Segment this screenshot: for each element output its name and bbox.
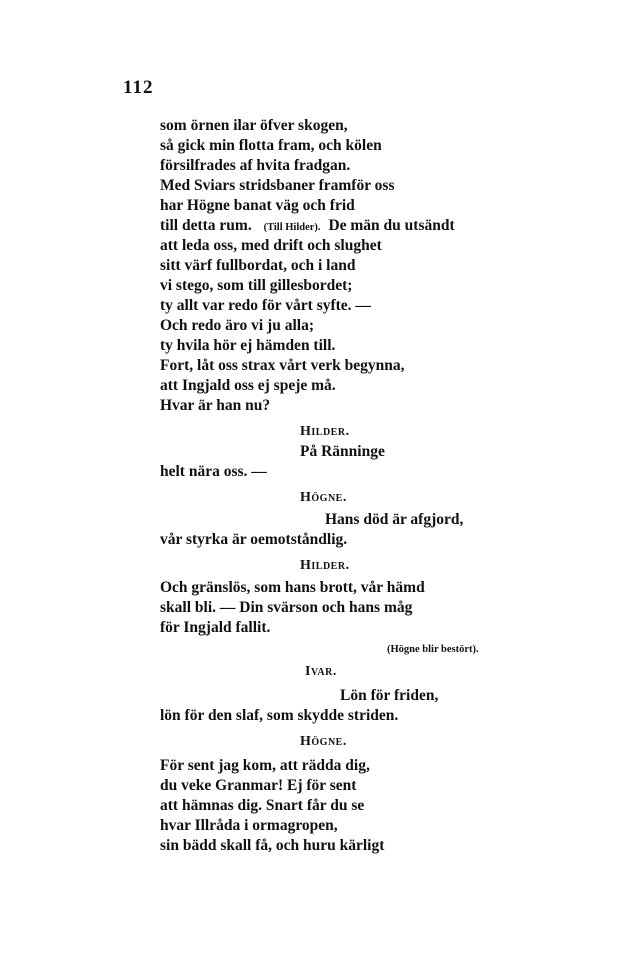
verse-line: Hans död är afgjord,	[325, 511, 464, 528]
verse-line: ty allt var redo för vårt syfte. —	[160, 297, 371, 314]
verse-line: sin bädd skall få, och huru kärligt	[160, 837, 385, 854]
verse-line: att Ingjald oss ej speje må.	[160, 377, 336, 394]
verse-line: Med Sviars stridsbaner framför oss	[160, 177, 395, 194]
verse-line: du veke Granmar! Ej för sent	[160, 777, 357, 794]
verse-line: vi stego, som till gillesbordet;	[160, 277, 353, 294]
stage-direction: (Till Hilder).	[263, 222, 321, 233]
verse-line: har Högne banat väg och frid	[160, 197, 355, 214]
verse-line: Och gränslös, som hans brott, vår hämd	[160, 579, 425, 596]
speaker-name: Hilder.	[300, 558, 350, 573]
verse-line: ty hvila hör ej hämden till.	[160, 337, 336, 354]
speaker-name: Ivar.	[305, 664, 337, 679]
page-number: 112	[123, 77, 154, 98]
verse-line: Hvar är han nu?	[160, 397, 271, 414]
verse-line	[160, 216, 455, 238]
verse-line: hvar Illråda i ormagropen,	[160, 817, 338, 834]
stage-direction: (Högne blir bestört).	[387, 644, 479, 655]
verse-line: för Ingjald fallit.	[160, 619, 271, 636]
verse-line: lön för den slaf, som skydde striden.	[160, 707, 399, 724]
verse-line: skall bli. — Din svärson och hans måg	[160, 599, 413, 616]
verse-line: att hämnas dig. Snart får du se	[160, 797, 365, 814]
verse-line: På Ränninge	[300, 443, 385, 460]
verse-line: så gick min flotta fram, och kölen	[160, 137, 382, 154]
verse-line: helt nära oss. —	[160, 463, 267, 480]
speaker-name: Högne.	[300, 490, 347, 505]
verse-line: Fort, låt oss strax vårt verk begynna,	[160, 357, 405, 374]
verse-text: till detta rum.	[160, 217, 252, 234]
verse-line: Och redo äro vi ju alla;	[160, 317, 314, 334]
speaker-name: Hilder.	[300, 424, 350, 439]
verse-line: som örnen ilar öfver skogen,	[160, 117, 348, 134]
verse-line: försilfrades af hvita fradgan.	[160, 157, 351, 174]
verse-line: För sent jag kom, att rädda dig,	[160, 757, 370, 774]
verse-text: De män du utsändt	[328, 217, 455, 234]
verse-line: Lön för friden,	[340, 687, 439, 704]
verse-line: sitt värf fullbordat, och i land	[160, 257, 356, 274]
speaker-name: Högne.	[300, 734, 347, 749]
verse-line: att leda oss, med drift och slughet	[160, 237, 382, 254]
verse-line: vår styrka är oemotståndlig.	[160, 531, 348, 548]
